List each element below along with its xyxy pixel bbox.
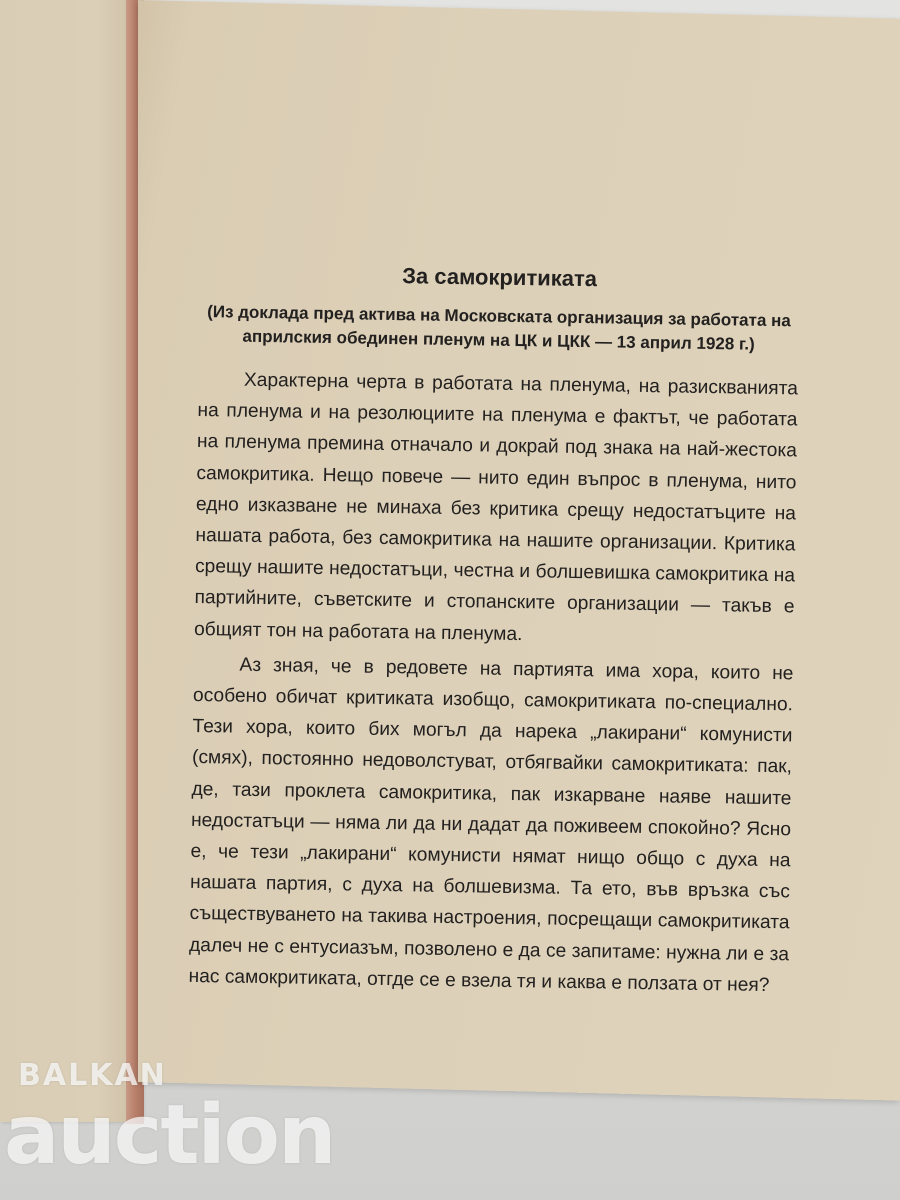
paragraph-2: Аз зная, че в редовете на партията има хора, които не особено обичат критиката изобщо, самокритиката по-специално. Тези хора, които бих могъл да нарека „лакирани“ комунисти (смях), постоянно недоволстуват, отбягвайки самокритиката: пак, де, тази проклета самокритика, пак изкарване наяве нашите недостатъци — няма ли да ни дадат да поживеем спокойно? Ясно е, че тези „лакирани“ комунисти нямат нищо общо с духа на нашата партия, с духа на болшевизма. Та ето, във връзка със съществуването на такива настроения, посрещащи самокритиката далеч не с ентусиазъм, позволено е да се запитаме: нужна ли е за нас самокритиката, отгде се е взела тя и каква е ползата от нея? [188,654,794,996]
left-page [0,0,141,1122]
paragraph-1: Характерна черта в работата на пленума, на разискванията на пленума и на резолюциите на пленума е фактът, че работата на пленума премина отначало и докрай под знака на най-жестока самокритика. Нещо повече — нито един въпрос в пленума, нито едно изказване не минаха без критика срещу недостатъците на нашата работа, без самокритика на нашите организации. Критика срещу нашите недостатъци, честна и болшевишка самокритика на партийните, съветските и стопанските организации — такъв е общият тон на работата на пленума. [193,369,799,645]
page-text-block [188,250,800,1005]
page-subtitle: (Из доклада пред актива на Московската организация за работата на априлския обединен пленум на ЦК и ЦКК — 13 април 1928 г.) [207,302,791,354]
watermark-logo [4,1058,335,1198]
watermark-main-text: auction [4,1088,335,1183]
page-title: За самокритиката [402,263,598,292]
watermark-top-text: BALKAN [18,1058,167,1093]
